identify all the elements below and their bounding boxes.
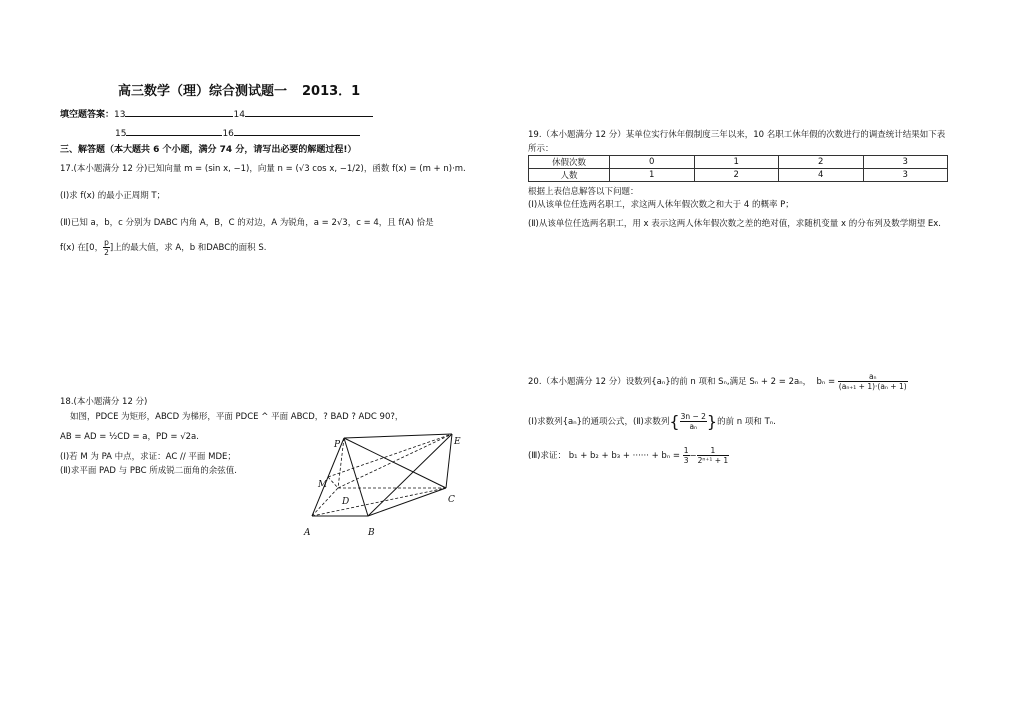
table-cell: 人数 [529,169,610,182]
q20-stem [528,372,908,391]
label-D: D [342,497,350,507]
q20-frac2-num: 1 [697,446,730,456]
answer-line-1 [60,106,373,120]
table-cell: 1 [694,156,779,169]
q20-part3-start: (Ⅲ)求证： b₁ + b₂ + b₃ + ······ + bₙ = [528,451,681,461]
answer-label: 填空题答案： [60,110,115,120]
answer-line-2 [115,125,360,139]
q19-intro: 根据上表信息解答以下问题： [528,187,639,197]
table-cell: 4 [779,169,864,182]
blank-13[interactable] [125,106,233,117]
table-cell: 3 [863,156,948,169]
edge-ME [328,434,452,477]
blank-14[interactable] [245,106,373,117]
label-E: E [454,437,461,447]
q20-seq-num: 3n − 2 [680,412,706,421]
q17-interval-start: f(x) 在[0， [60,243,104,253]
edge-EB [368,434,452,516]
geometry-figure [296,426,466,542]
brace-left: { [669,412,680,431]
edge-EC [446,434,452,488]
q20-part12-start: (Ⅰ)求数列{aₙ}的通项公式，(Ⅱ)求数列 [528,417,670,427]
q20-part12-end: 的前 n 项和 Tₙ. [717,417,776,427]
edge-MD [328,477,338,488]
blank-13-number: 13 [114,110,126,120]
q17-stem: 17.(本小题满分 12 分)已知向量 m = (sin x, −1)，向量 n = (√3 cos x, −1/2)，函数 f(x) = (m + n)·m. [60,164,466,174]
q19-part1: (Ⅰ)从该单位任选两名职工，求这两人休年假次数之和大于 4 的概率 P； [528,200,794,210]
label-C: C [448,495,455,505]
brace-right: } [706,412,718,431]
q20-frac-1 [683,446,690,465]
q20-stem-text: 20.（本小题满分 12 分）设数列{aₙ}的前 n 项和 Sₙ,满足 Sₙ + 2 = 2aₙ， [528,377,812,387]
q17-part2-line1: (Ⅱ)已知 a，b，c 分别为 DABC 内角 A，B，C 的对边，A 为锐角，a = 2√3，c = 4，且 f(A) 恰是 [60,218,434,228]
q20-minus: − [689,451,697,461]
q19-table [528,155,948,182]
q18-part2: (Ⅱ)求平面 PAD 与 PBC 所成锐二面角的余弦值. [60,466,238,476]
edge-PC [344,438,446,488]
q17-frac-num: p [104,238,109,247]
q17-part1: (Ⅰ)求 f(x) 的最小正周期 T； [60,191,166,201]
q20-bn-num: aₙ [838,372,908,382]
table-cell: 2 [779,156,864,169]
table-cell: 0 [610,156,695,169]
exam-date: 2013．1 [302,84,361,99]
q19-stem-1: 19.（本小题满分 12 分）某单位实行休年假制度三年以来，10 名职工休年假的次数进行的调查统计结果如下表 [528,130,946,140]
q20-frac2-den: 2ⁿ⁺¹ + 1 [697,456,729,465]
label-A: A [304,528,311,538]
blank-16-number: 16 [222,129,234,139]
blank-15-number: 15 [115,129,127,139]
table-cell: 休假次数 [529,156,610,169]
q20-seq-den: aₙ [689,422,698,431]
q20-bn-fraction [838,372,908,391]
q20-frac1-num: 1 [683,446,689,455]
table-cell: 2 [694,169,779,182]
blank-14-number: 14 [233,110,245,120]
table-row [529,156,948,169]
q19-part2: (Ⅱ)从该单位任选两名职工，用 x 表示这两人休年假次数之差的绝对值，求随机变量 x 的分布列及数学期望 Ex. [528,219,941,229]
q17-fraction [103,238,110,257]
q20-frac-2 [697,446,730,465]
section-heading: 三、解答题（本大题共 6 个小题，满分 74 分，请写出必要的解题过程!） [60,145,357,155]
q18-given-1: 如图，PDCE 为矩形，ABCD 为梯形，平面 PDCE ^ 平面 ABCD，? BAD ? ADC 90?， [70,412,404,422]
q17-interval-end: ]上的最大值，求 A，b 和DABC的面积 S. [109,243,267,253]
label-B: B [368,528,375,538]
q18-given-2: AB = AD = ½CD = a，PD = √2a. [60,432,199,442]
q19-stem-2: 所示： [528,144,554,154]
page-title: 高三数学（理）综合测试题一 [118,84,288,99]
q20-frac1-den: 3 [683,456,689,465]
label-M: M [318,480,328,490]
q20-bn-den: (aₙ₊₁ + 1)·(aₙ + 1) [838,382,907,391]
q18-stem: 18.(本小题满分 12 分) [60,397,148,407]
q20-seq-fraction [680,412,707,431]
edge-AD [312,488,338,516]
table-cell: 3 [863,169,948,182]
edge-BC [368,488,446,516]
q20-bn-lhs: bₙ = [816,377,836,387]
blank-15[interactable] [126,125,222,136]
blank-16[interactable] [234,125,360,136]
q20-part3 [528,446,729,465]
edge-PE [344,434,452,438]
q18-part1: (Ⅰ)若 M 为 PA 中点，求证：AC // 平面 MDE； [60,452,236,462]
q17-frac-den: 2 [104,248,109,257]
q20-parts-1-2 [528,412,776,431]
table-cell: 1 [610,169,695,182]
q17-part2-line2 [60,238,266,257]
table-row [529,169,948,182]
edge-DE [338,434,452,488]
label-P: P [334,440,341,450]
